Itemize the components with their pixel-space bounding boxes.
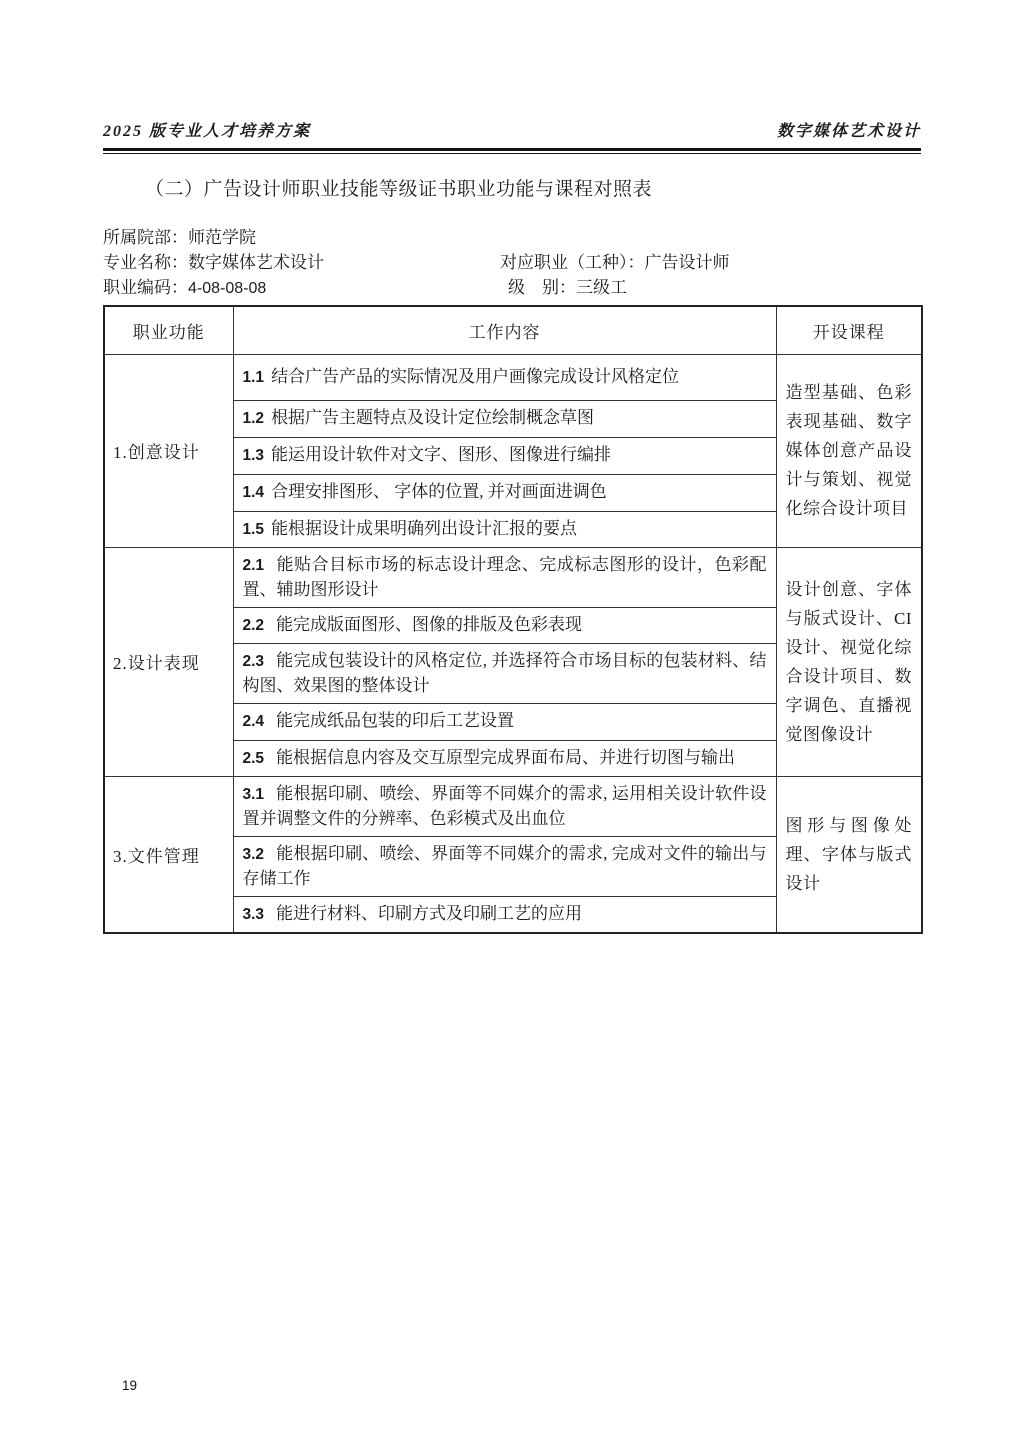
col-header-courses: 开设课程 <box>776 306 922 354</box>
info-line-department <box>103 225 921 250</box>
table-row <box>104 547 922 607</box>
work-item-cell <box>233 643 776 703</box>
work-item-text: 合理安排图形、 字体的位置, 并对画面进调色 <box>271 482 607 501</box>
work-item-cell <box>233 547 776 607</box>
work-item-text: 能根据印刷、喷绘、界面等不同媒介的需求, 运用相关设计软件设置并调整文件的分辨率、色彩模式及出血位 <box>242 783 767 828</box>
occupation-text: 对应职业（工种）：广告设计师 <box>500 253 730 272</box>
work-item-text: 能运用设计软件对文字、图形、图像进行编排 <box>271 445 612 464</box>
course-cell: 设计创意、字体与版式设计、CI 设计、视觉化综合设计项目、数字调色、直播视觉图像设计 <box>776 547 922 776</box>
work-item-number: 1.1 <box>242 368 265 386</box>
function-course-table <box>103 305 923 934</box>
work-item-cell <box>233 354 776 400</box>
function-cell: 2.设计表现 <box>104 547 233 776</box>
work-item-number: 1.2 <box>242 410 265 427</box>
work-item-text: 能贴合目标市场的标志设计理念、完成标志图形的设计，色彩配置、辅助图形设计 <box>242 554 767 599</box>
info-line-code <box>103 275 921 300</box>
work-item-text: 能进行材料、印刷方式及印刷工艺的应用 <box>276 903 583 923</box>
work-item-cell <box>233 740 776 776</box>
running-header-left: 2025 版专业人才培养方案 <box>103 123 312 140</box>
work-item-number: 2.2 <box>242 616 265 634</box>
work-item-number: 2.1 <box>242 556 265 574</box>
table-row <box>104 776 922 836</box>
course-cell: 图形与图像处理、字体与版式设计 <box>776 776 922 933</box>
work-item-number: 2.3 <box>242 652 265 670</box>
work-item-cell <box>233 437 776 474</box>
document-page <box>103 0 921 934</box>
work-item-text: 能根据信息内容及交互原型完成界面布局、并进行切图与输出 <box>276 747 736 767</box>
major-text: 专业名称：数字媒体艺术设计 <box>103 253 324 272</box>
department-text: 所属院部：师范学院 <box>103 228 256 247</box>
work-item-cell <box>233 511 776 547</box>
running-header-right: 数字媒体艺术设计 <box>776 123 921 140</box>
function-cell: 3.文件管理 <box>104 776 233 933</box>
table-header-row <box>104 306 922 354</box>
work-item-number: 1.3 <box>242 447 265 464</box>
level-text: 级 别：三级工 <box>508 278 627 297</box>
work-item-number: 2.4 <box>242 713 265 730</box>
function-cell: 1.创意设计 <box>104 354 233 547</box>
work-item-number: 3.1 <box>242 785 265 803</box>
work-item-text: 结合广告产品的实际情况及用户画像完成设计风格定位 <box>271 366 680 386</box>
work-item-cell <box>233 896 776 933</box>
col-header-function: 职业功能 <box>104 306 233 354</box>
info-line-major <box>103 250 921 275</box>
work-item-text: 能根据印刷、喷绘、界面等不同媒介的需求, 完成对文件的输出与存储工作 <box>242 843 767 888</box>
work-item-cell <box>233 836 776 896</box>
work-item-number: 1.5 <box>242 520 265 538</box>
work-item-number: 3.2 <box>242 845 265 863</box>
work-item-text: 能完成版面图形、图像的排版及色彩表现 <box>276 614 583 634</box>
work-item-cell <box>233 474 776 511</box>
table-row <box>104 354 922 400</box>
work-item-text: 能完成纸品包装的印后工艺设置 <box>276 711 515 730</box>
work-item-number: 2.5 <box>242 749 265 767</box>
work-item-number: 3.3 <box>242 905 265 923</box>
info-block <box>103 225 921 300</box>
col-header-work: 工作内容 <box>233 306 776 354</box>
section-title: （二）广告设计师职业技能等级证书职业功能与课程对照表 <box>145 179 653 200</box>
code-value: 4-08-08-08 <box>188 280 267 297</box>
work-item-cell <box>233 400 776 437</box>
work-item-text: 能完成包装设计的风格定位, 并选择符合市场目标的包装材料、结构图、效果图的整体设计 <box>242 650 767 695</box>
work-item-number: 1.4 <box>242 484 265 501</box>
course-cell: 造型基础、色彩表现基础、数字媒体创意产品设计与策划、视觉化综合设计项目 <box>776 354 922 547</box>
work-item-cell <box>233 703 776 740</box>
work-item-cell <box>233 607 776 643</box>
work-item-cell <box>233 776 776 836</box>
code-label: 职业编码： <box>103 278 188 297</box>
page-number: 19 <box>122 1378 138 1393</box>
work-item-text: 根据广告主题特点及设计定位绘制概念草图 <box>271 408 595 427</box>
header-divider <box>103 148 921 154</box>
running-header <box>103 118 921 141</box>
work-item-text: 能根据设计成果明确列出设计汇报的要点 <box>271 518 578 538</box>
